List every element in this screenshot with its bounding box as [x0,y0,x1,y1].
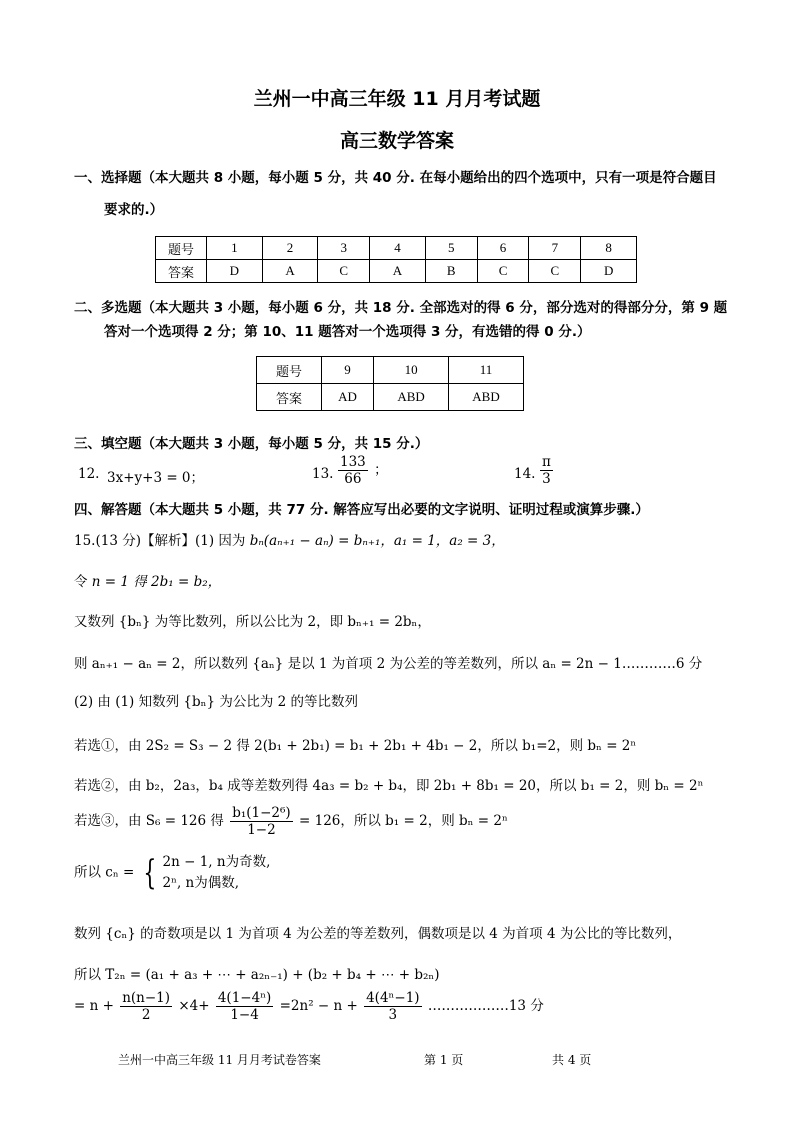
solution-line-8-fraction [230,805,293,838]
table-cell: 10 [374,357,449,384]
line12-part-d: ………………13 分 [427,998,544,1014]
q13-number: 13. [312,466,334,482]
multi-answer-table [256,356,524,411]
table-cell: 9 [322,357,374,384]
table-cell: C [477,260,529,283]
line12-part-b: ×4+ [178,998,210,1014]
case-odd: 2n − 1, n为奇数, [162,854,271,870]
table-cell: 11 [449,357,524,384]
solution-line-4: 则 aₙ₊₁ − aₙ = 2，所以数列 {aₙ} 是以 1 为首项 2 为公差的等差数列，所以 aₙ = 2n − 1…………6 分 [74,656,703,672]
fraction-numerator: 4(4ⁿ−1) [366,990,420,1006]
table-cell: C [318,260,370,283]
line12-fraction-3 [364,990,421,1023]
q12-number: 12. [78,466,100,482]
q14-numerator: π [542,454,551,470]
table-cell: 答案 [257,384,322,411]
solution-line-9-prefix: 所以 cₙ = [74,864,135,881]
table-cell: 答案 [156,260,207,283]
solution-line-1-prefix: 15.(13 分)【解析】(1) 因为 [74,533,246,549]
q13-separator: ； [374,462,388,478]
table-row [257,357,524,384]
q14-denominator: 3 [542,471,551,487]
fraction-denominator: 2 [141,1007,151,1023]
fraction-numerator: 4(1−4ⁿ) [217,990,272,1006]
table-cell: C [529,260,581,283]
solution-line-11: 所以 T₂ₙ = (a₁ + a₃ + ⋯ + a₂ₙ₋₁) + (b₂ + b₄ + ⋯ + b₂ₙ) [74,967,440,983]
table-cell: ABD [374,384,449,411]
table-cell: 题号 [257,357,322,384]
solution-line-1-math: bₙ(aₙ₊₁ − aₙ) = bₙ₊₁，a₁ = 1，a₂ = 3， [249,533,505,549]
q13-numerator: 133 [340,454,366,470]
case-even: 2ⁿ, n为偶数, [162,875,240,891]
table-cell: 6 [477,237,529,260]
q14-answer [538,454,555,487]
section2-heading-cont: 答对一个选项得 2 分；第 10、11 题答对一个选项得 3 分，有选错的得 0 分.） [104,324,591,340]
table-cell: 4 [370,237,426,260]
table-cell: D [581,260,637,283]
solution-line-6: 若选①，由 2S₂ = S₃ − 2 得 2(b₁ + 2b₁) = b₁ + 2b₁ + 4b₁ − 2，所以 b₁=2，则 bₙ = 2ⁿ [74,738,637,754]
table-cell: 7 [529,237,581,260]
table-cell: 1 [207,237,263,260]
q14-fraction [540,454,553,487]
q13-answer [336,454,388,487]
fraction-denominator: 3 [388,1007,398,1023]
table-cell: A [262,260,318,283]
solution-line-9 [74,852,270,894]
solution-line-2-math: n = 1 得 2b₁ = b₂， [91,574,222,590]
q13-fraction [338,454,368,487]
table-cell: 3 [318,237,370,260]
section1-heading-cont: 要求的.） [104,202,164,218]
table-cell: 2 [262,237,318,260]
left-brace-icon: { [142,853,156,893]
fraction-denominator: 1−2 [247,822,276,838]
piecewise-cases [163,852,271,894]
q12-answer: 3x+y+3 = 0； [107,470,205,486]
table-cell: 8 [581,237,637,260]
table-cell: A [370,260,426,283]
line12-fraction-1 [120,990,172,1023]
fraction-denominator: 1−4 [230,1007,259,1023]
table-cell: ABD [449,384,524,411]
page-title: 兰州一中高三年级 11 月月考试题 [253,88,541,110]
solution-line-8 [74,805,508,838]
solution-line-3: 又数列 {bₙ} 为等比数列，所以公比为 2，即 bₙ₊₁ = 2bₙ， [74,614,431,630]
q14-number: 14. [514,466,536,482]
fraction-numerator: b₁(1−2⁶) [232,805,291,821]
solution-line-2 [74,570,221,590]
line12-part-c: =2n² − n + [279,998,358,1014]
solution-line-1 [74,529,505,549]
solution-line-8-suffix: = 126，所以 b₁ = 2，则 bₙ = 2ⁿ [299,813,508,829]
footer-page-number: 第 1 页 [424,1053,464,1067]
table-cell: B [425,260,477,283]
section4-heading: 四、解答题（本大题共 5 小题，共 77 分. 解答应写出必要的文字说明、证明过程或演算步骤.） [74,502,649,518]
solution-line-2-prefix: 令 [74,574,88,590]
solution-line-10: 数列 {cₙ} 的奇数项是以 1 为首项 4 为公差的等差数列，偶数项是以 4 为首项 4 为公比的等比数列， [74,926,682,942]
solution-line-8-prefix: 若选③，由 S₆ = 126 得 [74,813,224,829]
line12-part-a: = n + [74,998,114,1014]
line12-fraction-2 [216,990,273,1023]
page-subtitle: 高三数学答案 [339,130,454,152]
table-row [156,237,637,260]
fraction-numerator: n(n−1) [122,990,171,1006]
table-cell: D [207,260,263,283]
solution-line-5: (2) 由 (1) 知数列 {bₙ} 为公比为 2 的等比数列 [74,694,359,710]
table-cell: AD [322,384,374,411]
section3-heading: 三、填空题（本大题共 3 小题，每小题 5 分，共 15 分.） [74,436,429,452]
solution-line-7: 若选②，由 b₂，2a₃，b₄ 成等差数列得 4a₃ = b₂ + b₄，即 2b₁ + 8b₁ = 20，所以 b₁ = 2，则 bₙ = 2ⁿ [74,778,704,794]
solution-line-12 [74,990,544,1023]
table-row [257,384,524,411]
choice-answer-table [155,236,637,283]
section2-heading: 二、多选题（本大题共 3 小题，每小题 6 分，共 18 分. 全部选对的得 6 分，部分选对的得部分分，第 9 题 [74,300,728,316]
table-cell: 题号 [156,237,207,260]
footer-left: 兰州一中高三年级 11 月月考试卷答案 [118,1053,321,1067]
table-row [156,260,637,283]
table-cell: 5 [425,237,477,260]
q13-denominator: 66 [344,471,362,487]
footer-page-total: 共 4 页 [552,1053,592,1067]
section1-heading: 一、选择题（本大题共 8 小题，每小题 5 分，共 40 分. 在每小题给出的四个选项中，只有一项是符合题目 [74,170,717,186]
